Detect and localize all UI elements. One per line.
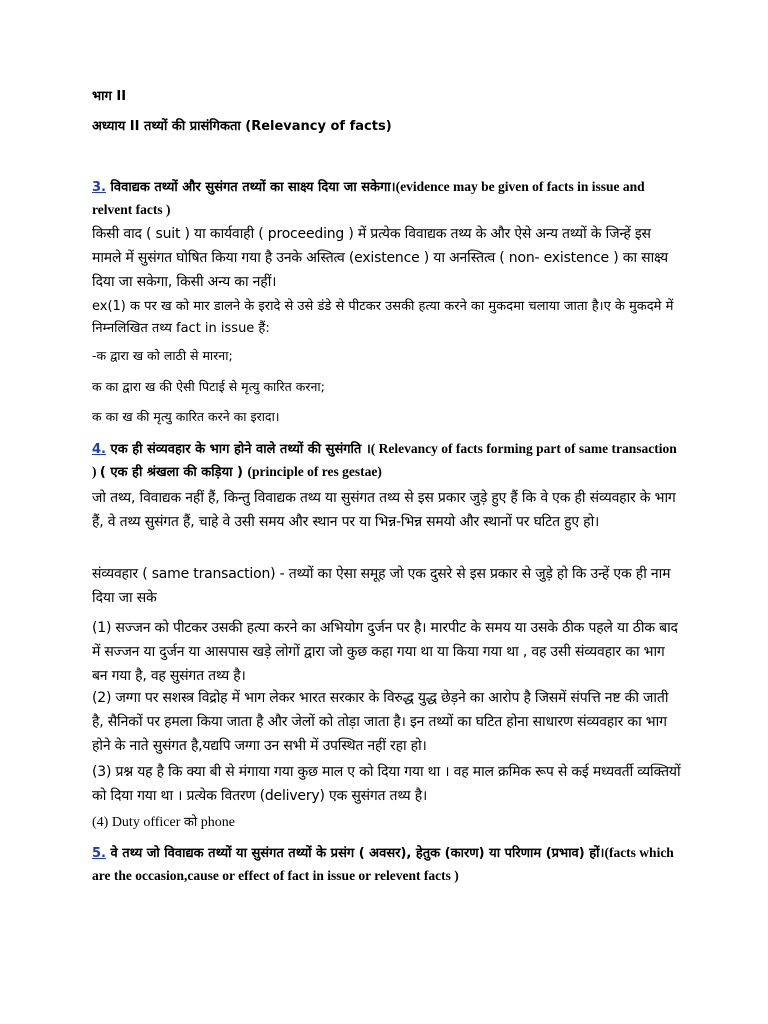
chapter-title: अध्याय II तथ्यों की प्रासंगिकता (Relevancy of facts) <box>92 119 392 134</box>
section-3-example: ex(1) क पर ख को मार डालने के इरादे से उसे डंडे से पीटकर उसकी हत्या करने का मुकदमा चलाया जाता है।ए के मुकदमे में निम्नलिखित तथ्य fact in issue हैं: <box>92 299 674 336</box>
section-3-number: 3. <box>92 180 106 195</box>
illustration-2: (2) जग्गा पर सशस्त्र विद्रोह में भाग लेकर भारत सरकार के विरुद्ध युद्ध छेड़ने का आरोप है जिसमें संपत्ति नष्ट की जाती है, सैनिकों पर हमला किया जाता है और जेलों को तोड़ा जाता है। इन तथ्यों का घटित होना साधारण संव्यवहार का भाग होने के नाते सुसंगत है,यद्यपि जग्गा उन सभी में उपस्थित नहीं रहा हो। <box>92 690 669 754</box>
section-3-heading <box>92 176 682 222</box>
section-3-body: किसी वाद ( suit ) या कार्यवाही ( proceeding ) में प्रत्येक विवाद्यक तथ्य के और ऐसे अन्य तथ्यों के जिन्हें इस मामले में सुसंगत घोषित किया गया है उनके अस्तित्व (existence ) या अनस्तित्व ( non- existence ) का साक्ष्य दिया जा सकेगा, किसी अन्य का नहीं। <box>92 226 668 290</box>
section-4-heading-hindi-2: ( एक ही श्रंखला की कड़िया ) <box>99 465 248 480</box>
illustration-4-hindi: को <box>183 815 198 830</box>
section-4-heading <box>92 438 682 484</box>
example-item-2: क का द्वारा ख की ऐसी पिटाई से मृत्यु कारित करना; <box>92 379 325 394</box>
section-5-heading-english: (facts which are the occasion,cause or effect of fact in issue or relevent facts ) <box>92 845 674 883</box>
section-4-number: 4. <box>92 442 106 457</box>
illustration-4-english: (4) Duty officer <box>92 815 184 830</box>
illustration-4-english-2: phone <box>197 815 235 830</box>
example-item-3: क का ख की मृत्यु कारित करने का इरादा। <box>92 409 280 424</box>
illustration-1: (1) सज्जन को पीटकर उसकी हत्या करने का अभियोग दुर्जन पर है। मारपीट के समय या उसके ठीक पहले या ठीक बाद में सज्जन या दुर्जन या आसपास खड़े लोगों द्वारा जो कुछ कहा गया था या किया गया था , वह उसी संव्यवहार का भाग बन गया है, वह सुसंगत तथ्य है। <box>92 620 678 684</box>
section-4-heading-english: ( Relevancy of facts forming part of same transaction ) <box>92 441 677 479</box>
section-5-number: 5. <box>92 846 106 861</box>
section-5-heading-hindi: वे तथ्य जो विवाद्यक तथ्यों या सुसंगत तथ्यों के प्रसंग ( अवसर), हेतुक (कारण) या परिणाम (प्रभाव) हों। <box>105 846 605 861</box>
section-5-heading <box>92 842 682 888</box>
illustration-4 <box>92 812 682 834</box>
section-4-body: जो तथ्य, विवाद्यक नहीं हैं, किन्तु विवाद्यक तथ्य या सुसंगत तथ्य से इस प्रकार जुड़े हुए हैं कि वे एक ही संव्यवहार के भाग हैं, वे तथ्य सुसंगत हैं, चाहे वे उसी समय और स्थान पर या भिन्न-भिन्न समयो और स्थानों पर घटित हुए हो। <box>92 490 676 530</box>
section-3-heading-english: (evidence may be given of facts in issue and relvent facts ) <box>92 179 645 217</box>
part-title: भाग II <box>92 89 127 104</box>
section-4-definition: संव्यवहार ( same transaction) - तथ्यों का ऐसा समूह जो एक दुसरे से इस प्रकार से जुड़े हो कि उन्हें एक ही नाम दिया जा सके <box>92 566 671 606</box>
section-4-heading-english-2: (principle of res gestae) <box>247 464 382 479</box>
illustration-3: (3) प्रश्न यह है कि क्या बी से मंगाया गया कुछ माल ए को दिया गया था । वह माल क्रमिक रूप से कई मध्यवर्ती व्यक्तियों को दिया गया था । प्रत्येक वितरण (delivery) एक सुसंगत तथ्य है। <box>92 764 681 804</box>
section-3-heading-hindi: विवाद्यक तथ्यों और सुसंगत तथ्यों का साक्ष्य दिया जा सकेगा। <box>105 180 396 195</box>
section-4-heading-hindi: एक ही संव्यवहार के भाग होने वाले तथ्यों की सुसंगति । <box>105 442 371 457</box>
example-item-1: -क द्वारा ख को लाठी से मारना; <box>92 348 233 363</box>
